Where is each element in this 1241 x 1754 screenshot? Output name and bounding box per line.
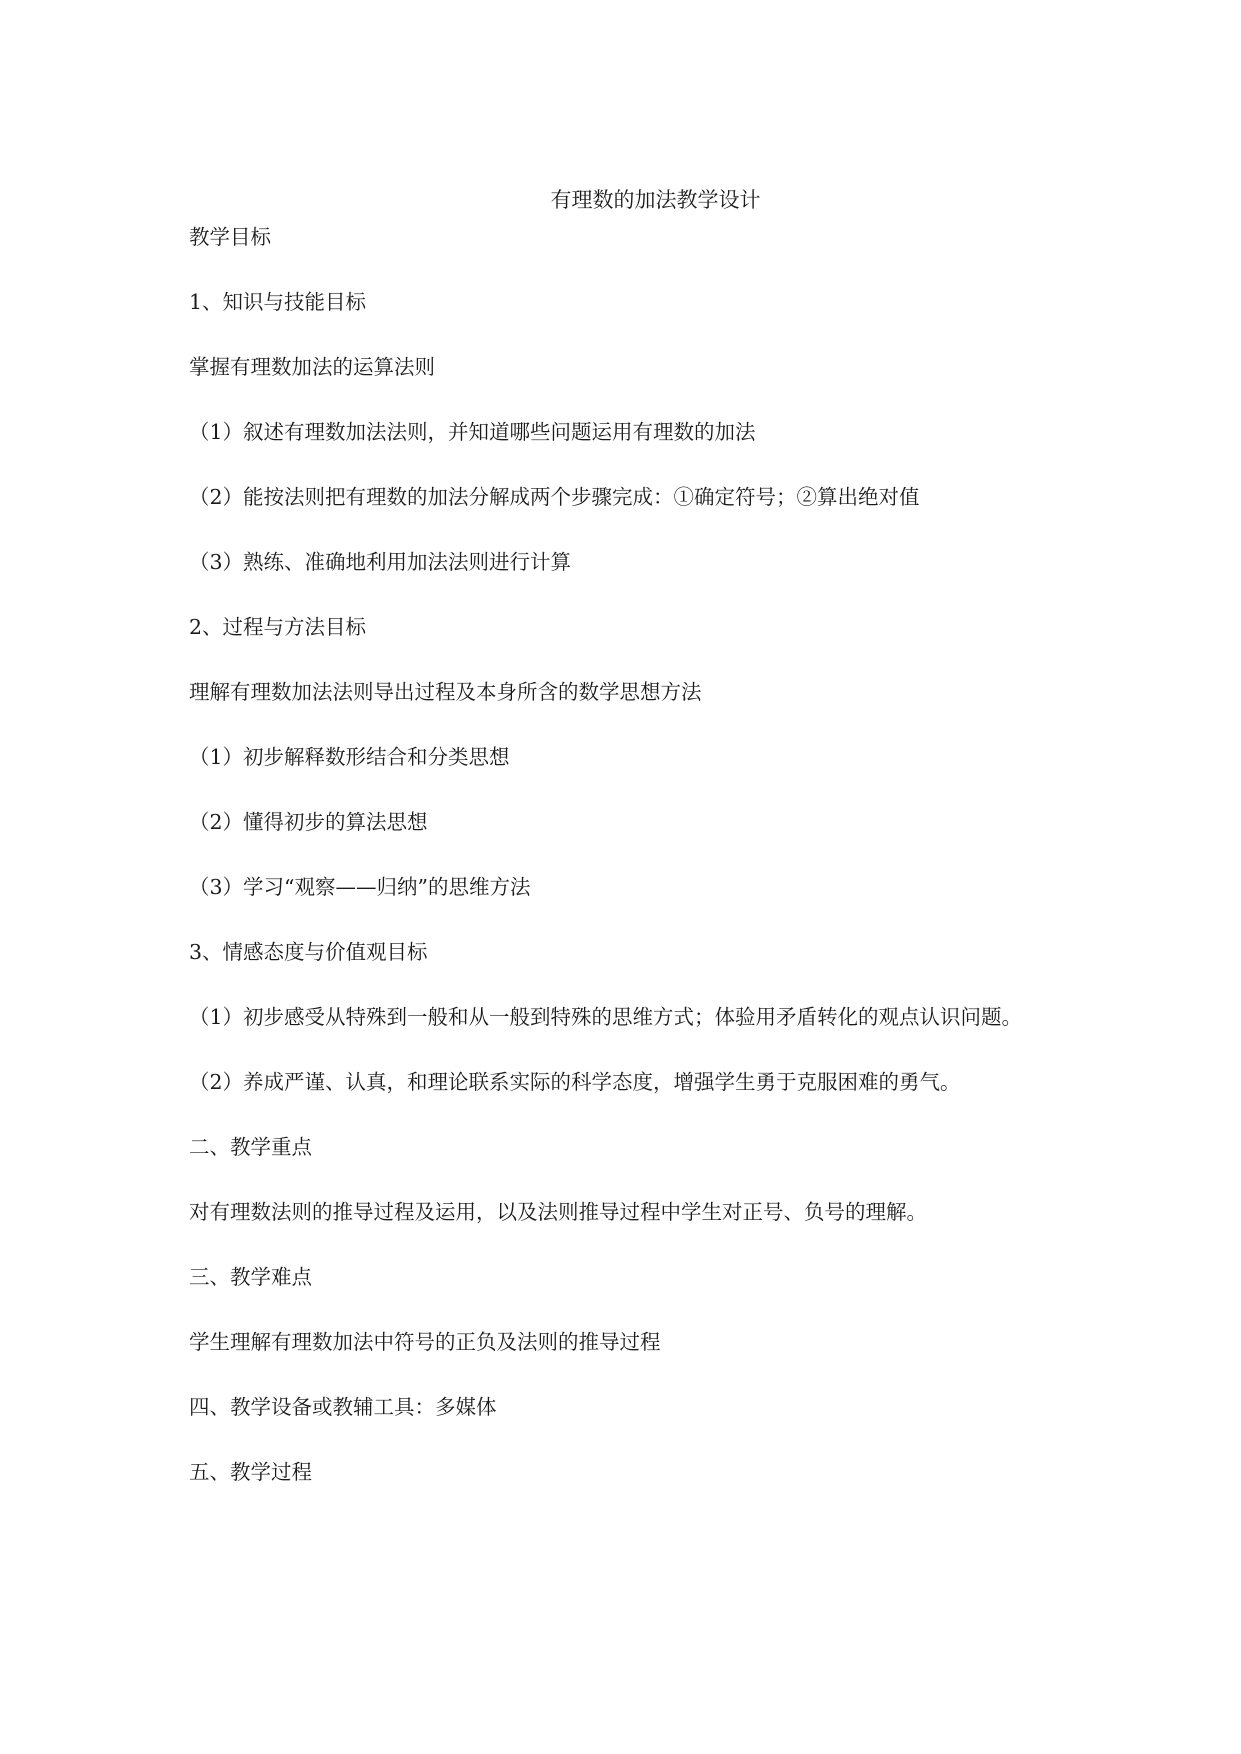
list-item: （1）叙述有理数加法法则，并知道哪些问题运用有理数的加法	[189, 420, 756, 444]
heading-key-points: 二、教学重点	[189, 1135, 312, 1159]
list-item: （2）能按法则把有理数的加法分解成两个步骤完成：①确定符号；②算出绝对值	[189, 485, 920, 509]
heading-knowledge-skills: 1、知识与技能目标	[189, 290, 367, 314]
paragraph-line: 掌握有理数加法的运算法则	[189, 355, 435, 379]
heading-teaching-objectives: 教学目标	[189, 225, 271, 249]
paragraph-line: 对有理数法则的推导过程及运用，以及法则推导过程中学生对正号、负号的理解。	[189, 1200, 927, 1224]
list-item: （2）养成严谨、认真，和理论联系实际的科学态度，增强学生勇于克服困难的勇气。	[189, 1070, 961, 1094]
paragraph-line: 理解有理数加法法则导出过程及本身所含的数学思想方法	[189, 680, 702, 704]
heading-equipment: 四、教学设备或教辅工具：多媒体	[189, 1395, 497, 1419]
list-item: （3）学习“观察——归纳”的思维方法	[189, 875, 531, 899]
list-item: （1）初步解释数形结合和分类思想	[189, 745, 510, 769]
list-item: （3）熟练、准确地利用加法法则进行计算	[189, 550, 572, 574]
list-item: （1）初步感受从特殊到一般和从一般到特殊的思维方式；体验用矛盾转化的观点认识问题。	[189, 1005, 1023, 1029]
paragraph-line: 学生理解有理数加法中符号的正负及法则的推导过程	[189, 1330, 661, 1354]
heading-teaching-process: 五、教学过程	[189, 1460, 312, 1484]
heading-process-methods: 2、过程与方法目标	[189, 615, 367, 639]
heading-difficulties: 三、教学难点	[189, 1265, 312, 1289]
list-item: （2）懂得初步的算法思想	[189, 810, 428, 834]
heading-emotion-values: 3、情感态度与价值观目标	[189, 940, 428, 964]
document-title: 有理数的加法教学设计	[550, 188, 761, 212]
